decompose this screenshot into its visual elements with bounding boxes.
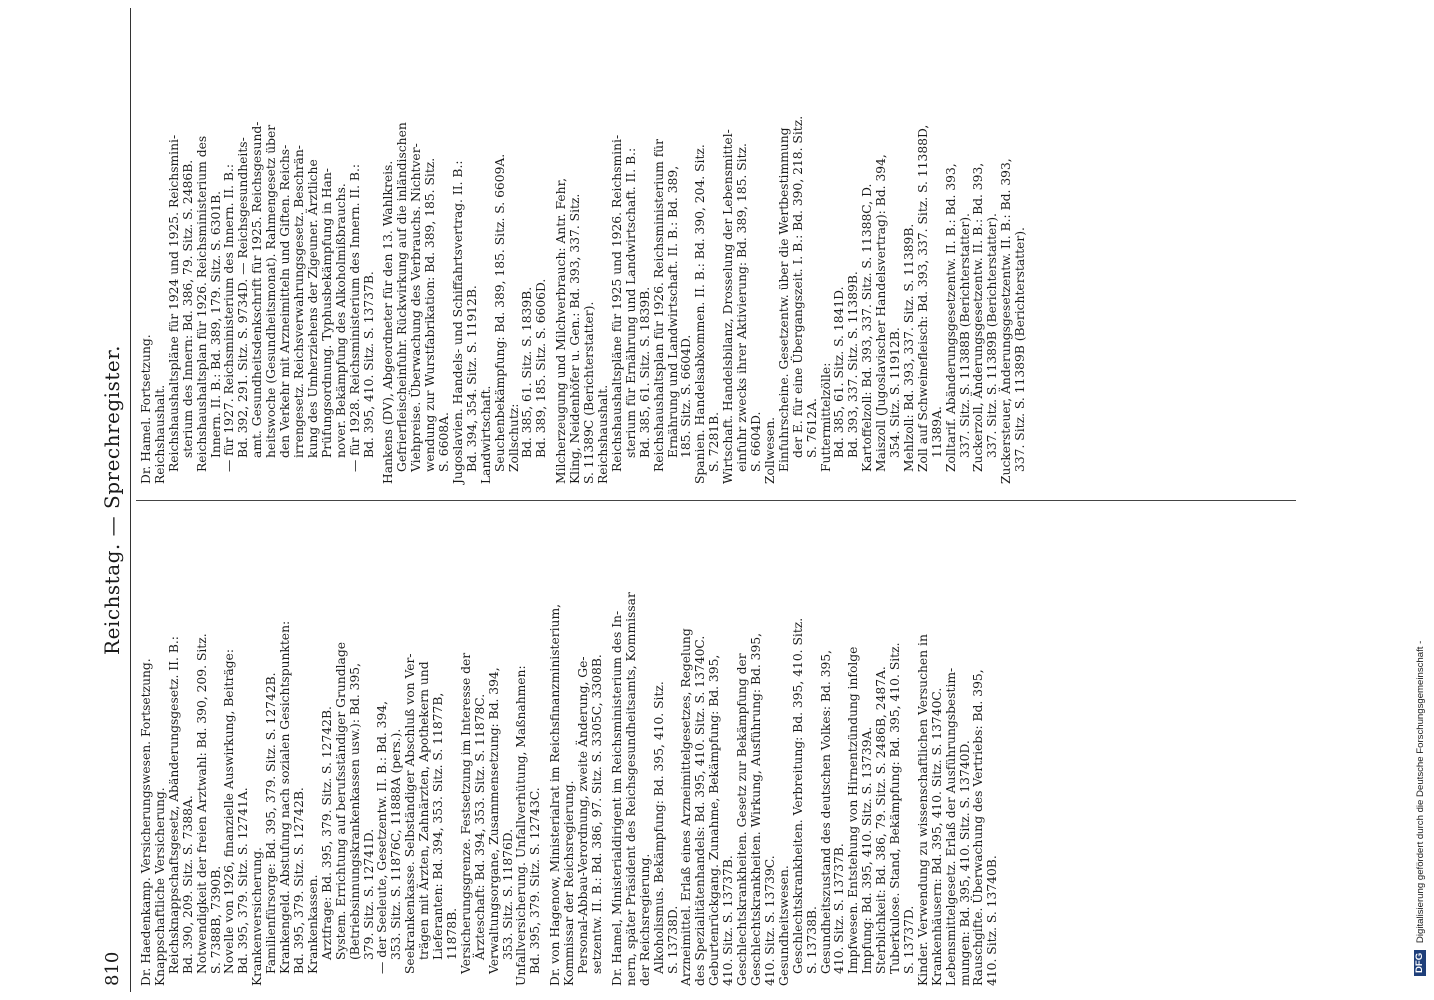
entry-line: der E. für eine Übergangszeit. I. B.: Bd. 390, 218. Sitz. xyxy=(790,115,805,458)
entry-line: 410. Sitz. S. 13739C. xyxy=(762,855,777,986)
entry-line: Unfallversicherung. Unfallverhütung, Maßnahmen: xyxy=(514,665,529,986)
entry-line: 11878B. xyxy=(444,907,459,960)
entry-line: Krankengeld. Abstufung nach sozialen Gesichtspunkten: xyxy=(278,620,293,974)
entry-line: Krankenkassen. xyxy=(305,874,320,974)
entry-line: Bd. 389, 185. Sitz. S. 6606D. xyxy=(534,278,549,458)
entry-line: Rauschgifte. Überwachung des Vertriebs: Bd. 395, xyxy=(971,669,986,986)
page-title: Reichstag. — Sprechregister. xyxy=(100,345,124,655)
register-entry xyxy=(611,516,1000,986)
entry-line: setzentw. II. B.: Bd. 386, 97. Sitz. S. 3305C, 3308B. xyxy=(590,654,604,974)
entry-line: Bd. 395, 379. Sitz. S. 12743C. xyxy=(528,787,543,974)
entry-line: Wirtschaft. Handelsbilanz, Drosselung der Lebensmittel- xyxy=(721,129,736,484)
entry-line: Reichshaushaltsplan für 1926. Reichsministerium für xyxy=(651,138,666,472)
entry-line: Kartoffelzoll: Bd. 393, 337. Sitz. S. 11388C, D. xyxy=(860,183,875,472)
entry-line: Dr. Hamel. Fortsetzung. xyxy=(139,334,153,484)
entry-line: einfuhr zwecks ihrer Aktivierung: Bd. 389, 185. Sitz. xyxy=(735,143,750,472)
entry-line: den Verkehr mit Arzneimitteln und Giften. Reichs- xyxy=(278,144,293,458)
dfg-credit-text: Digitalisierung gefördert durch die Deutsche Forschungsgemeinschaft - xyxy=(1415,640,1426,944)
entry-line: Zuckerzoll, Änderungsgesetzentw. II. B.: Bd. 393, xyxy=(971,162,986,472)
entry-line: Maiszoll (Jugoslavischer Handelsvertrag): Bd. 394, xyxy=(874,154,889,472)
entry-line: Arztfrage: Bd. 395, 379. Sitz. S. 12742B. xyxy=(319,706,334,960)
entry-line: Novelle von 1926, finanzielle Auswirkung, Beiträge: xyxy=(222,649,237,974)
entry-line: 337. Sitz. S. 11389B (Berichterstatter). xyxy=(1013,227,1028,472)
entry-line: Jugoslavien. Handels- und Schiffahrtsvertrag. II. B.: xyxy=(450,160,465,484)
entry-line: Impfung: Bd. 395, 410. Sitz. S. 13739A. xyxy=(860,726,875,974)
entry-line: 11389A. xyxy=(929,406,944,458)
register-entry xyxy=(382,14,549,484)
entry-line: 337. Sitz. S. 11388B (Berichterstatter). xyxy=(957,213,972,458)
entry-line: Arzneimittel. Erlaß eines Arzneimittelgesetzes, Regelung xyxy=(679,628,694,986)
entry-line: Prüfungsordnung. Typhusbekämpfung in Han- xyxy=(319,168,334,458)
entry-line: Geschlechtskrankheiten. Wirkung, Ausführung: Bd. 395, xyxy=(748,632,763,986)
entry-line: Geburtenrückgang. Zunahme, Bekämpfung: Bd. 395, xyxy=(707,654,722,986)
entry-line: Personal-Abbau-Verordnung, zweite Änderung, Ge- xyxy=(576,656,591,974)
entry-line: System. Errichtung auf berufsständiger Grundlage xyxy=(333,641,348,960)
entry-line: Bd. 385, 61. Sitz. S. 1839B. xyxy=(637,286,652,458)
entry-line: Tuberkulose. Stand, Bekämpfung: Bd. 395, 410. Sitz. xyxy=(888,642,903,974)
register-entry xyxy=(549,516,605,986)
left-column xyxy=(140,516,1006,986)
entry-line: Bd. 393, 337. Sitz. S. 11389B. xyxy=(846,271,861,458)
entry-line: — für 1928. Reichsministerium des Innern. II. B.: xyxy=(347,163,362,472)
entry-line: S. 13738D. xyxy=(665,905,680,974)
entry-line: heitswoche (Gesundheitsmonat). Rahmengesetz über xyxy=(264,124,279,458)
entry-line: Versicherungsgrenze. Festsetzung im Interesse der xyxy=(458,652,473,974)
entry-line: 410. Sitz. S. 13737B. xyxy=(721,855,736,986)
entry-line: Reichshaushaltsplan für 1926. Reichsministerium des xyxy=(194,135,209,472)
entry-line: Reichshaushaltspläne für 1924 und 1925. Reichsmini- xyxy=(166,134,181,472)
entry-line: Gesundheitswesen. xyxy=(776,865,791,986)
entry-line: amt. Gesundheitsdenkschrift für 1925. Reichsgesund- xyxy=(250,121,265,458)
entry-line: Bd. 395, 379. Sitz. S. 12741A. xyxy=(236,787,251,974)
page-header xyxy=(98,0,126,1000)
entry-line: Zollwesen. xyxy=(762,416,777,484)
right-column xyxy=(140,14,1034,484)
entry-line: Zollschutz: xyxy=(506,403,521,472)
entry-line: Innern. II. B.: Bd. 389, 179. Sitz. S. 6301B. xyxy=(208,190,223,458)
entry-line: 353. Sitz. S. 11876D. xyxy=(500,828,515,960)
entry-line: Reichsknappschaftsgesetz, Abänderungsgesetz. II. B.: xyxy=(166,636,181,974)
entry-line: Lieferanten: Bd. 394, 353. Sitz. S. 11877B, xyxy=(431,692,446,960)
entry-line: Knappschaftliche Versicherung. xyxy=(152,787,167,986)
entry-line: Impfwesen. Entstehung von Hirnentzündung infolge xyxy=(846,646,861,974)
entry-line: Zoll auf Schweinefleisch: Bd. 393, 337. Sitz. S. 11388D, xyxy=(915,124,930,472)
entry-line: Landwirtschaft. xyxy=(478,385,493,484)
entry-line: — der Seeleute, Gesetzentw. II. B.: Bd. 394, xyxy=(375,700,390,974)
entry-line: S. 11389C (Berichterstatter). xyxy=(582,301,597,484)
dfg-watermark xyxy=(1412,10,1430,990)
entry-line: 354. Sitz. S. 11912B. xyxy=(888,327,903,458)
entry-line: 410. Sitz. S. 13740B. xyxy=(985,855,1000,986)
entry-line: Bd. 385, 61. Sitz. S. 1841D. xyxy=(832,286,847,458)
entry-line: 379. Sitz. S. 12741D. xyxy=(361,828,376,960)
entry-line: Hankens (DV), Abgeordneter für den 13. Wahlkreis. xyxy=(381,160,396,484)
entry-line: Einfuhrscheine. Gesetzentw. über die Wertbestimmung xyxy=(776,127,791,472)
entry-line: Bd. 390, 209. Sitz. S. 7388A. xyxy=(180,795,195,974)
page-number: 810 xyxy=(102,951,123,986)
entry-line: Familienfürsorge: Bd. 395, 379. Sitz. S. 12742B. xyxy=(264,672,279,974)
entry-line: Spanien. Handelsabkommen. II. B.: Bd. 390, 204. Sitz. xyxy=(693,144,708,484)
entry-line: Bd. 385, 61. Sitz. S. 1839B. xyxy=(520,286,535,458)
entry-line: Ärzteschaft: Bd. 394, 353. Sitz. S. 11878C. xyxy=(472,693,487,960)
entry-line: 337. Sitz. S. 11389B (Berichterstatter). xyxy=(985,213,1000,458)
entry-line: Bd. 392, 291. Sitz. S. 9734D. — Reichsgesundheits- xyxy=(236,137,251,458)
entry-line: Dr. von Hagenow, Ministerialrat im Reichsfinanzministerium, xyxy=(548,603,563,986)
entry-line: Bd. 395, 410. Sitz. S. 13737B. xyxy=(361,271,376,458)
rotated-page xyxy=(80,0,1320,1000)
column-divider xyxy=(136,500,1296,501)
entry-line: Sterblichkeit: Bd. 386, 79. Sitz. S. 2486B, 2487A. xyxy=(874,666,889,974)
entry-line: S. 7612A. xyxy=(804,398,819,458)
entry-line: kung des Umherziehens der Zigeuner. Ärztliche xyxy=(305,159,320,458)
entry-line: — für 1927. Reichsministerium des Innern. II. B.: xyxy=(222,163,237,472)
header-rule xyxy=(130,8,131,992)
entry-line: Bd. 394, 354. Sitz. S. 11912B. xyxy=(464,285,479,472)
entry-line: Zuckersteuer, Änderungsgesetzentw. II. B.: Bd. 393, xyxy=(999,158,1014,484)
entry-line: Dr. Haedenkamp. Versicherungswesen. Fortsetzung. xyxy=(139,658,153,986)
entry-line: Alkoholismus. Bekämpfung: Bd. 395, 410. Sitz. xyxy=(651,681,666,974)
dfg-logo: DFG xyxy=(1414,950,1426,976)
entry-line: Reichshaushaltspläne für 1925 und 1926. Reichsmini- xyxy=(609,134,624,472)
entry-line: irrengesetz. Reichsverwahrungsgesetz. Beschrän- xyxy=(291,145,306,458)
entry-line: Reichshaushalt. xyxy=(152,384,167,484)
entry-line: mungen: Bd. 395, 410. Sitz. S. 13740D. xyxy=(957,740,972,986)
entry-line: Kommissar der Reichsregierung. xyxy=(562,780,577,986)
entry-line: 410. Sitz. S. 13737B. xyxy=(832,843,847,974)
entry-line: des Spezialitätenhandels: Bd. 395, 410. Sitz. S. 13740C. xyxy=(693,635,708,986)
entry-line: Krankenversicherung. xyxy=(250,847,265,986)
entry-line: S. 13738B. xyxy=(804,906,819,974)
entry-line: sterium für Ernährung und Landwirtschaft. II. B.: xyxy=(623,147,638,458)
entry-line: nern, später Präsident des Reichsgesundheitsamts, Kommissar xyxy=(623,592,638,986)
entry-line: (Betriebsinnungskrankenkassen usw.): Bd. 395, xyxy=(347,662,362,960)
register-entry xyxy=(140,14,376,484)
entry-line: 353. Sitz. S. 11876C, 11888A (pers.). xyxy=(389,728,404,960)
entry-line: nover. Bekämpfung des Alkoholmißbrauchs. xyxy=(333,183,348,458)
entry-line: Notwendigkeit der freien Arztwahl: Bd. 390, 209. Sitz. xyxy=(194,633,209,974)
entry-line: S. 7388B, 7390B. xyxy=(208,865,223,974)
entry-line: Lebensmittelgesetz. Erlaß der Ausführungsbestim- xyxy=(943,667,958,986)
entry-line: S. 7281B. xyxy=(707,411,722,472)
entry-line: 185. Sitz. S. 6604D. xyxy=(679,334,694,458)
entry-line: Ernährung und Landwirtschaft. II. B.: Bd. 389, xyxy=(665,165,680,458)
entry-line: S. 13737D. xyxy=(901,905,916,974)
entry-line: Geschlechtskrankheiten. Verbreitung: Bd. 395, 410. Sitz. xyxy=(790,617,805,974)
entry-line: wendung zur Wurstfabrikation: Bd. 389, 185. Sitz. xyxy=(423,157,438,472)
entry-line: trägen mit Ärzten, Zahnärzten, Apothekern und xyxy=(417,661,432,960)
entry-line: Bd. 395, 379. Sitz. S. 12742B. xyxy=(291,787,306,974)
entry-line: Futtermittelzölle: xyxy=(818,362,833,472)
entry-line: Geschlechtskrankheiten. Gesetz zur Bekämpfung der xyxy=(735,653,750,986)
entry-line: Krankenhäusern: Bd. 395, 410. Sitz. S. 13740C. xyxy=(929,687,944,986)
entry-line: der Reichsregierung. xyxy=(637,853,652,986)
entry-line: Reichshaushalt. xyxy=(596,384,610,484)
entry-line: Gefrierfleischeinfuhr. Rückwirkung auf die inländischen xyxy=(395,122,410,472)
entry-line: Seuchenbekämpfung: Bd. 389, 185. Sitz. S. 6609A. xyxy=(492,153,507,472)
entry-line: sterium des Innern: Bd. 386, 79. Sitz. S. 2486B. xyxy=(180,159,195,458)
entry-line: Kling, Neidenhöfer u. Gen.: Bd. 393, 337. Sitz. xyxy=(568,193,583,484)
entry-line: Seekrankenkasse. Selbständiger Abschluß von Ver- xyxy=(403,653,418,974)
entry-line: Verwaltungsorgane, Zusammensetzung: Bd. 394, xyxy=(486,667,501,974)
entry-line: Milcherzeugung und Milchverbrauch: Antr. Fehr, xyxy=(554,177,569,484)
register-entry xyxy=(140,516,543,986)
entry-line: Zolltarif. Abänderungsgesetzentw. II. B.: Bd. 393, xyxy=(943,163,958,472)
entry-line: Gesundheitszustand des deutschen Volkes: Bd. 395, xyxy=(818,649,833,974)
entry-line: Dr. Hamel, Ministerialdirigent im Reichsministerium des In- xyxy=(609,610,624,986)
register-entry xyxy=(555,14,1028,484)
entry-line: Mehlzoll: Bd. 393, 337. Sitz. S. 11389B. xyxy=(901,223,916,472)
entry-line: S. 6608A. xyxy=(437,412,452,472)
entry-line: Viehpreise. Überwachung des Verbrauchs. Nichtver- xyxy=(409,143,424,472)
entry-line: S. 6604D. xyxy=(748,411,763,472)
entry-line: Kinder. Verwendung zu wissenschaftlichen Versuchen in xyxy=(915,634,930,986)
